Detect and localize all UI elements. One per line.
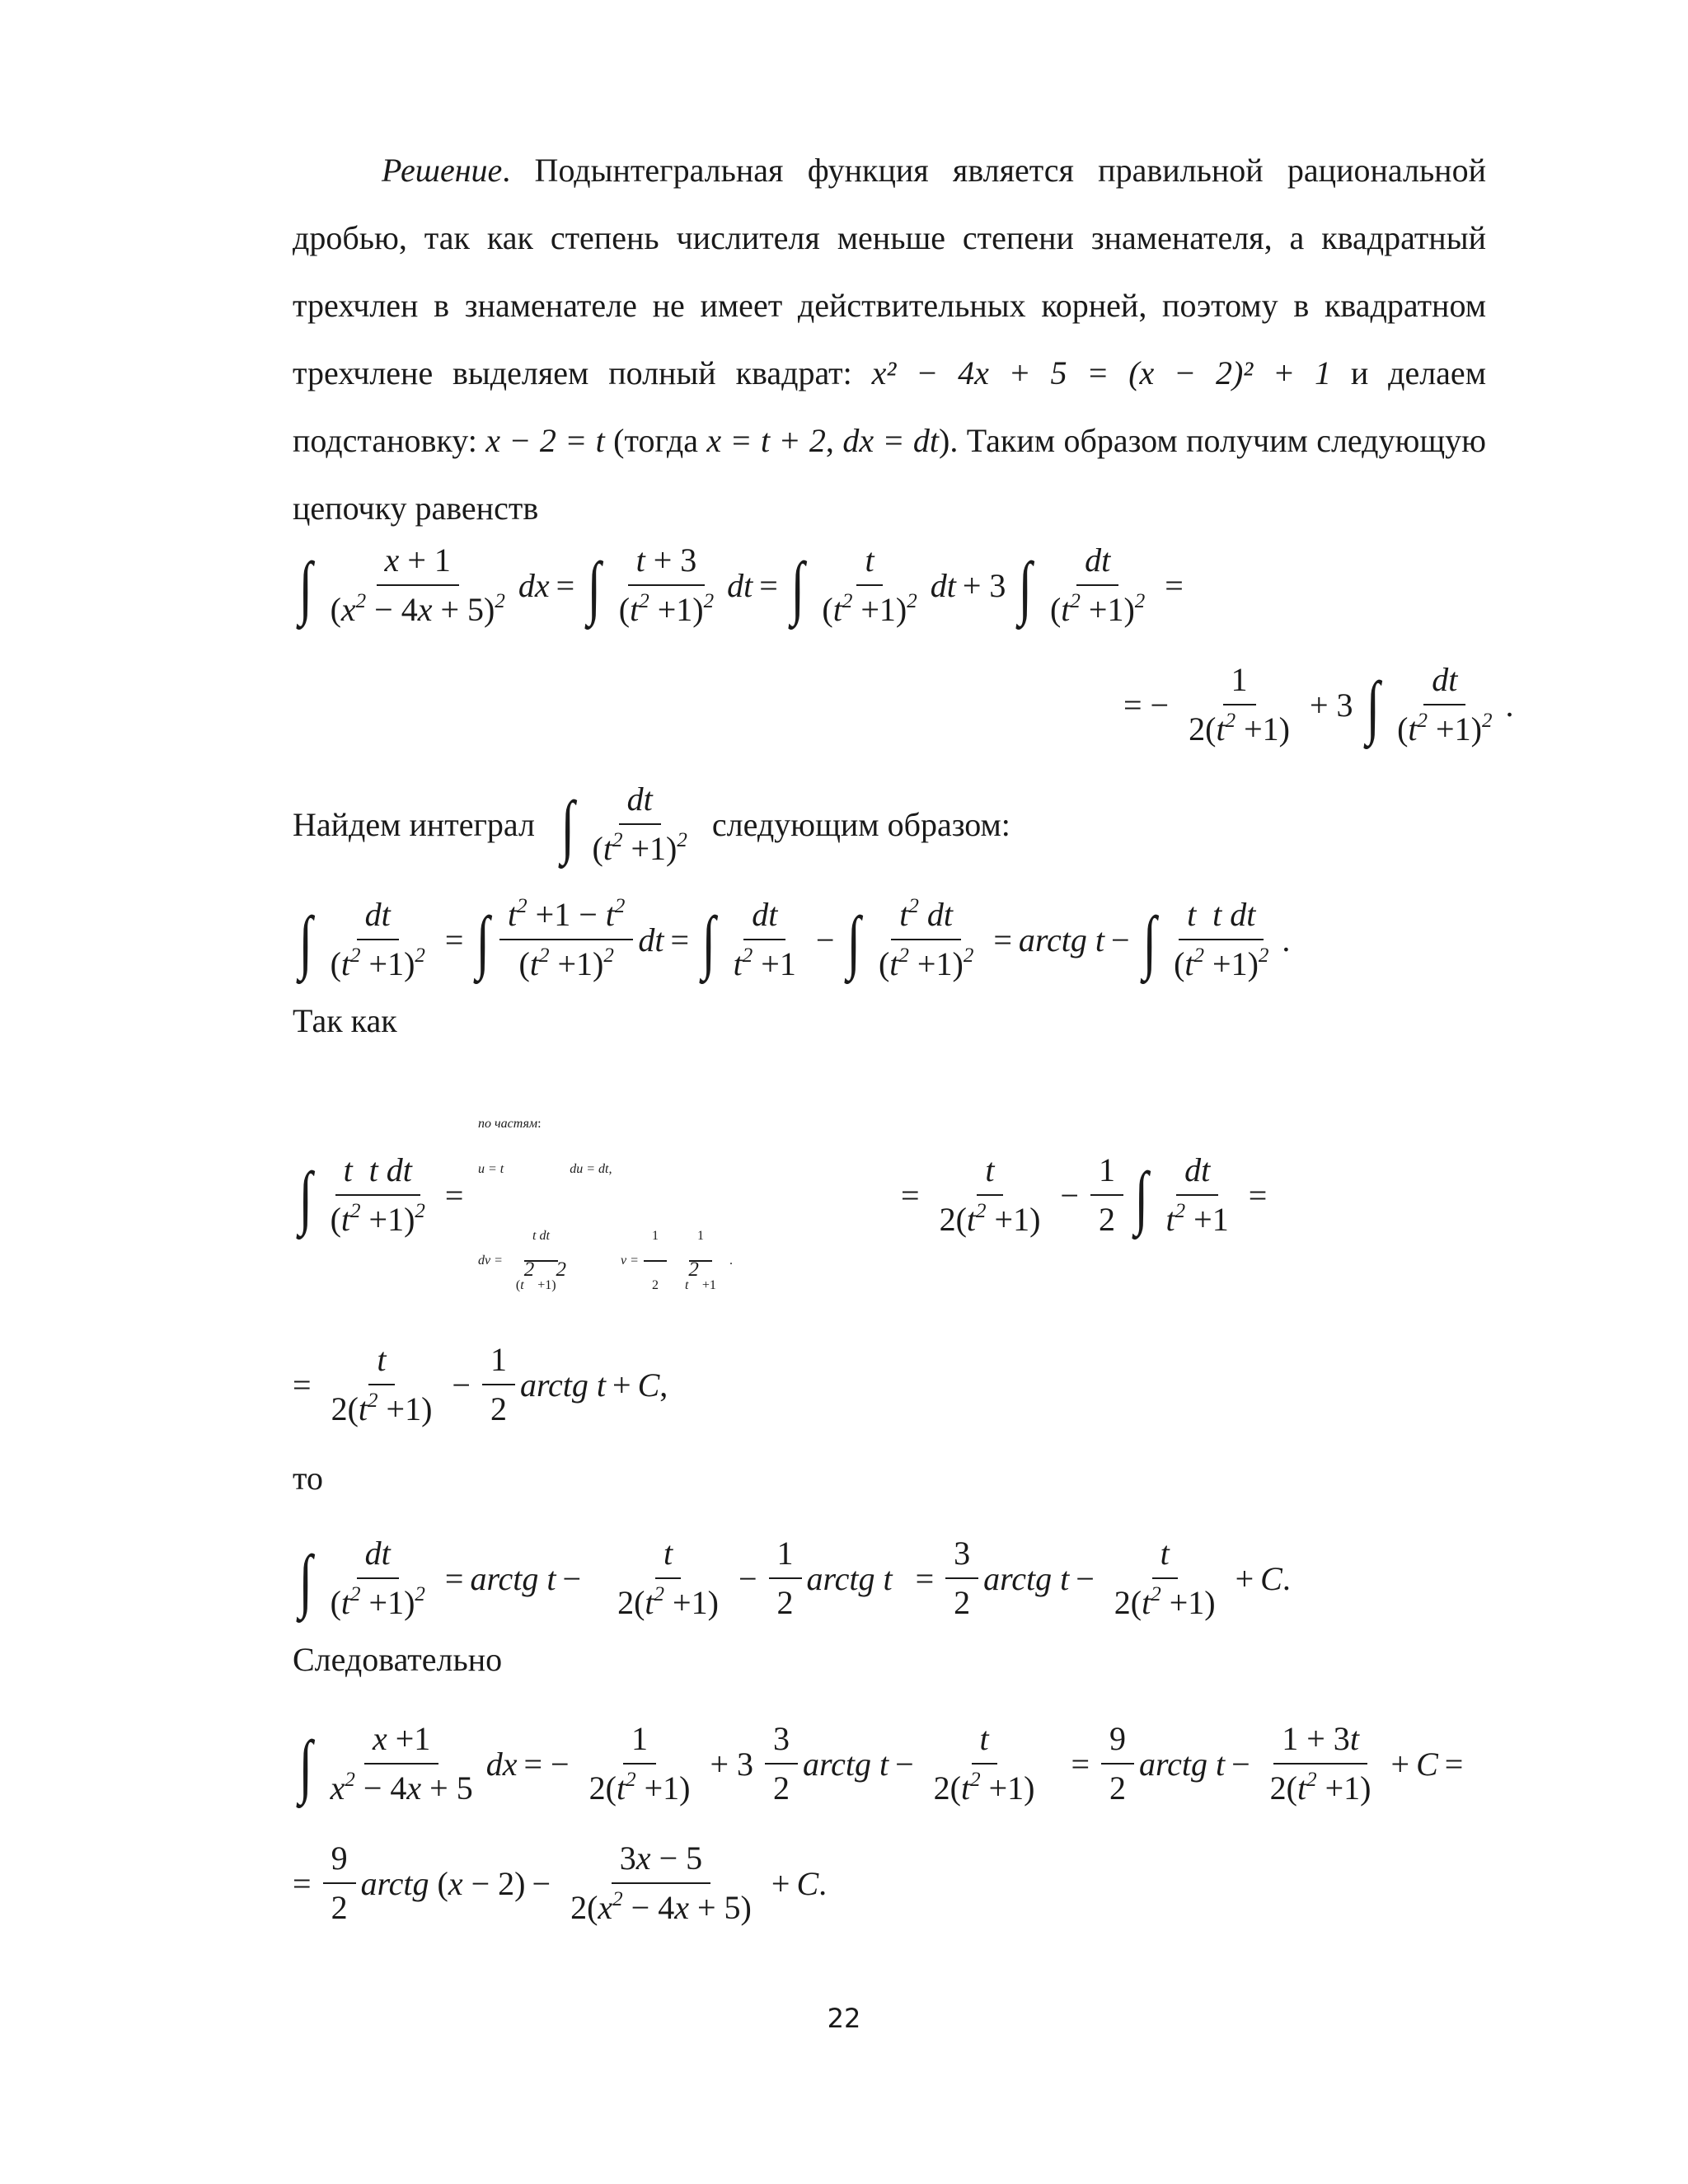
final-answer: = $\frac{9}{2}$ arctg (x − 2) − $\frac{3x - 5}{2(x^2 - 4x + 5)}$ + C . [293, 1840, 828, 1926]
substitution-formula: x − 2 = t [485, 422, 605, 459]
equation-chain-3: ∫ $\frac{dt}{(t^2 +1)^2}$ = arctg t − $\frac{t}{2(t^2 +1)}$ − $\frac{1}{2}$ arctg t = $\frac{3}{2}$ arctg t − $\frac{t}{2(t^2 +1)}$ + C . [298, 1535, 1291, 1621]
equation-chain-1-cont: = − $\frac{1}{2(t^2 +1)}$ + 3 ∫ $\frac{dt}{(t^2 +1)^2}$ . [1123, 661, 1514, 748]
parts-du: du = dt, [570, 1162, 612, 1176]
equation-chain-2: ∫ $\frac{dt}{(t^2 +1)^2}$ = ∫ $\frac{t^2 +1 - t^2}{(t^2 +1)^2}$ dt = ∫ $\frac{dt}{t^2 +1}$ − ∫ $\frac{t^2 dt}{(t^2 +1)^2}$ = arctg t − ∫ $\frac{\text{t t dt}}{(t^2 +1)^2}$ . [298, 895, 1291, 982]
then-open-text: (тогда [613, 422, 698, 459]
parts-integral: ∫ $\frac{\text{t t dt}}{(t^2 +1)^2}$ = [298, 1151, 464, 1238]
parts-result-cont: = $\frac{t}{2(t^2 +1)}$ − $\frac{1}{2}$ arctg t + C , [293, 1341, 668, 1427]
since-text: Так как [293, 1002, 397, 1039]
therefore-text: Следовательно [293, 1641, 503, 1678]
parts-v: v = [621, 1254, 639, 1268]
final-equation: ∫ $\frac{x +1}{x^2 - 4x + 5}$ dx = − $\frac{1}{2(t^2 +1)}$ + 3 $\frac{3}{2}$ arctg t − $\frac{t}{2(t^2 +1)}$ = $\frac{9}{2}$ arctg t − $\frac{1 + 3t}{2(t^2 +1)}$ + C = [298, 1720, 1464, 1807]
chain-intro-text: ). Таким образом получим следующую цепочку равенств [293, 422, 1487, 527]
page-number: 22 [827, 2003, 861, 2034]
parts-dv: dv = [478, 1254, 503, 1268]
solution-paragraph: Решение. Подынтегральная функция является правильной рациональной дробью, так как степень числителя меньше степени знаменателя, а квадратный трехчлен в знаменателе не имеет действительных корней, поэтому в квадратном трехчлене выделяем полный квадрат: x² − 4x + 5 = (x − 2)² + 1 и делаем подстановку: x − 2 = t (тогда x = t + 2, dx = dt). Таким образом получим следующую цепочку равенств [293, 152, 1487, 527]
solution-text: . Подынтегральная функция является правильной рациональной дробью, так как степень числителя меньше степени знаменателя, а квадратный трехчлен в знаменателе не имеет действительных корней, поэтому в квадратном трехчлене выделяем полный квадрат: [293, 152, 1486, 391]
solution-lead: Решение [382, 152, 503, 189]
then-text: то [293, 1460, 323, 1497]
x-substitution-formula: x = t + 2 [706, 422, 826, 459]
parts-u-row [478, 1162, 612, 1177]
find-integral-text: Найдем интеграл [293, 805, 535, 843]
parts-dv-row: dv = $\frac{\text{t dt}}{(t^2 +1)^2}$ v = $\frac{1}{2}$ $\frac{1}{t^2 +1}$ . [478, 1216, 733, 1306]
parts-u: u = t [478, 1162, 504, 1176]
find-integral-line: Найдем интеграл ∫ $\frac{dt}{(t^2 +1)^2}$ следующим образом: [293, 780, 1010, 867]
parts-label: по частям : [478, 1117, 542, 1131]
following-way-text: следующим образом: [711, 805, 1010, 843]
complete-square-formula: x² − 4x + 5 = (x − 2)² + 1 [871, 354, 1331, 391]
dx-substitution-formula: dx = dt [842, 422, 939, 459]
substitution-text: и делаем подстановку: [293, 354, 1487, 459]
equation-chain-1: ∫ $\frac{x + 1}{(x^2 - 4x + 5)^2}$ dx = ∫ $\frac{t + 3}{(t^2 +1)^2}$ dt = ∫ $\frac{t}{(t^2 +1)^2}$ dt + 3 ∫ $\frac{dt}{(t^2 +1)^2}$ = [298, 541, 1184, 628]
parts-result: = $\frac{t}{2(t^2 +1)}$ − $\frac{1}{2}$ ∫ $\frac{dt}{t^2 +1}$ = [901, 1151, 1268, 1238]
